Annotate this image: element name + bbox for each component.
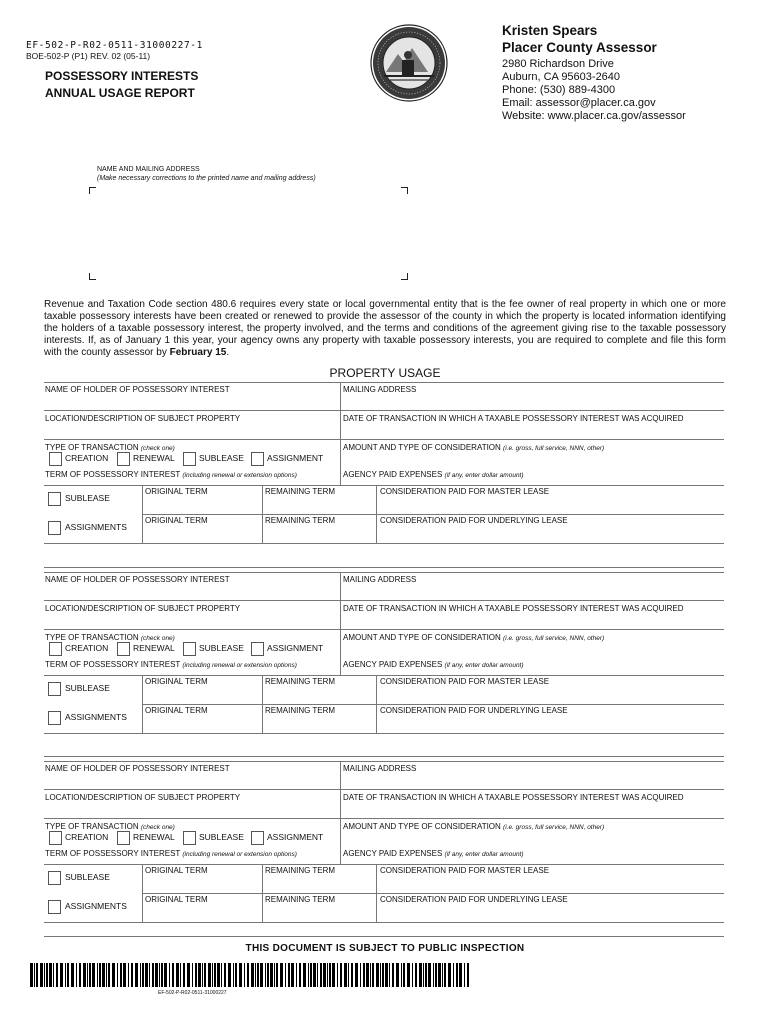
mailing-caption <box>97 165 316 183</box>
barcode-icon <box>30 963 470 987</box>
sublease-checkbox[interactable] <box>183 642 196 656</box>
consideration-underlying-field[interactable]: CONSIDERATION PAID FOR UNDERLYING LEASE <box>380 516 568 525</box>
public-inspection-notice: THIS DOCUMENT IS SUBJECT TO PUBLIC INSPECTION <box>245 943 525 954</box>
sublease-checkbox[interactable] <box>183 831 196 845</box>
sublease-row-checkbox[interactable] <box>48 492 61 506</box>
location-field[interactable]: LOCATION/DESCRIPTION OF SUBJECT PROPERTY <box>45 793 241 802</box>
assessor-name: Kristen Spears <box>502 23 598 38</box>
original-term-field[interactable]: ORIGINAL TERM <box>145 706 208 715</box>
remaining-term-field[interactable]: REMAINING TERM <box>265 895 336 904</box>
sublease-label: SUBLEASE <box>199 643 244 653</box>
type-transaction-label: TYPE OF TRANSACTION (check one) <box>45 822 175 831</box>
renewal-label: RENEWAL <box>133 832 175 842</box>
creation-checkbox[interactable] <box>49 452 62 466</box>
term-field[interactable]: TERM OF POSSESSORY INTEREST (including renewal or extension options) <box>45 849 297 858</box>
creation-checkbox[interactable] <box>49 831 62 845</box>
term-field[interactable]: TERM OF POSSESSORY INTEREST (including renewal or extension options) <box>45 470 297 479</box>
assignment-checkbox[interactable] <box>251 642 264 656</box>
assignments-row-checkbox[interactable] <box>48 900 61 914</box>
renewal-label: RENEWAL <box>133 643 175 653</box>
section-title: PROPERTY USAGE <box>329 366 441 380</box>
creation-label: CREATION <box>65 643 109 653</box>
sublease-row-checkbox[interactable] <box>48 682 61 696</box>
mailing-caption-title: NAME AND MAILING ADDRESS <box>97 166 200 173</box>
holder-name-field[interactable]: NAME OF HOLDER OF POSSESSORY INTEREST <box>45 385 230 394</box>
consideration-master-field[interactable]: CONSIDERATION PAID FOR MASTER LEASE <box>380 487 550 496</box>
consideration-master-field[interactable]: CONSIDERATION PAID FOR MASTER LEASE <box>380 866 550 875</box>
assignment-checkbox[interactable] <box>251 831 264 845</box>
assessor-website[interactable]: Website: www.placer.ca.gov/assessor <box>502 110 686 122</box>
remaining-term-field[interactable]: REMAINING TERM <box>265 516 336 525</box>
sublease-checkbox[interactable] <box>183 452 196 466</box>
form-title-line2: ANNUAL USAGE REPORT <box>45 86 195 100</box>
consideration-underlying-field[interactable]: CONSIDERATION PAID FOR UNDERLYING LEASE <box>380 706 568 715</box>
amount-consideration-field[interactable]: AMOUNT AND TYPE OF CONSIDERATION (i.e. gross, full service, NNN, other) <box>343 822 605 831</box>
consideration-master-field[interactable]: CONSIDERATION PAID FOR MASTER LEASE <box>380 677 550 686</box>
renewal-checkbox[interactable] <box>117 831 130 845</box>
assessor-phone: Phone: (530) 889-4300 <box>502 84 616 96</box>
renewal-checkbox[interactable] <box>117 642 130 656</box>
assignments-row-label: ASSIGNMENTS <box>65 712 127 722</box>
remaining-term-field[interactable]: REMAINING TERM <box>265 866 336 875</box>
date-transaction-field[interactable]: DATE OF TRANSACTION IN WHICH A TAXABLE POSSESSORY INTEREST WAS ACQUIRED <box>343 604 684 613</box>
remaining-term-field[interactable]: REMAINING TERM <box>265 677 336 686</box>
location-field[interactable]: LOCATION/DESCRIPTION OF SUBJECT PROPERTY <box>45 414 241 423</box>
mailing-caption-note: (Make necessary corrections to the printed name and mailing address) <box>97 175 316 182</box>
section-divider <box>44 567 724 568</box>
date-transaction-field[interactable]: DATE OF TRANSACTION IN WHICH A TAXABLE POSSESSORY INTEREST WAS ACQUIRED <box>343 793 684 802</box>
original-term-field[interactable]: ORIGINAL TERM <box>145 516 208 525</box>
creation-label: CREATION <box>65 453 109 463</box>
address-corner-bl <box>89 273 96 280</box>
sublease-row-label: SUBLEASE <box>65 683 110 693</box>
address-corner-tl <box>89 187 96 194</box>
sublease-label: SUBLEASE <box>199 453 244 463</box>
original-term-field[interactable]: ORIGINAL TERM <box>145 487 208 496</box>
amount-consideration-field[interactable]: AMOUNT AND TYPE OF CONSIDERATION (i.e. gross, full service, NNN, other) <box>343 443 605 452</box>
creation-checkbox[interactable] <box>49 642 62 656</box>
assignment-label: ASSIGNMENT <box>267 832 324 842</box>
assessor-city: Auburn, CA 95603-2640 <box>502 71 621 83</box>
agency-paid-field[interactable]: AGENCY PAID EXPENSES (if any, enter dollar amount) <box>343 470 524 479</box>
renewal-label: RENEWAL <box>133 453 175 463</box>
holder-name-field[interactable]: NAME OF HOLDER OF POSSESSORY INTEREST <box>45 575 230 584</box>
assignment-label: ASSIGNMENT <box>267 643 324 653</box>
assignment-checkbox[interactable] <box>251 452 264 466</box>
sublease-row-label: SUBLEASE <box>65 872 110 882</box>
type-transaction-label: TYPE OF TRANSACTION (check one) <box>45 443 175 452</box>
remaining-term-field[interactable]: REMAINING TERM <box>265 487 336 496</box>
mailing-address-field[interactable]: MAILING ADDRESS <box>343 385 417 394</box>
holder-name-field[interactable]: NAME OF HOLDER OF POSSESSORY INTEREST <box>45 764 230 773</box>
address-corner-br <box>401 273 408 280</box>
agency-paid-field[interactable]: AGENCY PAID EXPENSES (if any, enter dollar amount) <box>343 849 524 858</box>
sublease-row-label: SUBLEASE <box>65 493 110 503</box>
form-title-line1: POSSESSORY INTERESTS <box>45 69 199 83</box>
barcode-text: EF-502-P-R02-0511-31000227 <box>158 990 227 996</box>
original-term-field[interactable]: ORIGINAL TERM <box>145 677 208 686</box>
form-code-line: EF-502-P-R02-0511-31000227-1 <box>26 40 203 51</box>
assignments-row-checkbox[interactable] <box>48 521 61 535</box>
deadline: February 15 <box>169 347 227 358</box>
agency-paid-field[interactable]: AGENCY PAID EXPENSES (if any, enter dollar amount) <box>343 660 524 669</box>
assignments-row-label: ASSIGNMENTS <box>65 522 127 532</box>
assessor-street: 2980 Richardson Drive <box>502 58 614 70</box>
county-seal-icon <box>370 24 448 102</box>
section-divider <box>44 756 724 757</box>
assignments-row-label: ASSIGNMENTS <box>65 901 127 911</box>
mailing-address-field[interactable]: MAILING ADDRESS <box>343 575 417 584</box>
location-field[interactable]: LOCATION/DESCRIPTION OF SUBJECT PROPERTY <box>45 604 241 613</box>
assessor-block <box>502 22 686 123</box>
type-transaction-label: TYPE OF TRANSACTION (check one) <box>45 633 175 642</box>
assessor-email[interactable]: Email: assessor@placer.ca.gov <box>502 97 656 109</box>
remaining-term-field[interactable]: REMAINING TERM <box>265 706 336 715</box>
assessor-title: Placer County Assessor <box>502 40 657 55</box>
mailing-address-field[interactable]: MAILING ADDRESS <box>343 764 417 773</box>
section-divider <box>44 936 724 937</box>
assignment-label: ASSIGNMENT <box>267 453 324 463</box>
original-term-field[interactable]: ORIGINAL TERM <box>145 895 208 904</box>
date-transaction-field[interactable]: DATE OF TRANSACTION IN WHICH A TAXABLE POSSESSORY INTEREST WAS ACQUIRED <box>343 414 684 423</box>
renewal-checkbox[interactable] <box>117 452 130 466</box>
sublease-label: SUBLEASE <box>199 832 244 842</box>
form-id: BOE-502-P (P1) REV. 02 (05-11) <box>26 51 151 61</box>
original-term-field[interactable]: ORIGINAL TERM <box>145 866 208 875</box>
address-corner-tr <box>401 187 408 194</box>
term-field[interactable]: TERM OF POSSESSORY INTEREST (including renewal or extension options) <box>45 660 297 669</box>
assignments-row-checkbox[interactable] <box>48 711 61 725</box>
sublease-row-checkbox[interactable] <box>48 871 61 885</box>
intro-paragraph: Revenue and Taxation Code section 480.6 requires every state or local governmental entity that is the fee owner of real property in which one or more taxable possessory interests have been created or renewed to provide the assessor of the county in which the property is located information identifying the holders of a taxable possessory interest, the property involved, and the terms and conditions of the agreement giving rise to the taxable possessory interests. If, as of January 1 this year, your agency owns any property with taxable possessory interests, you are required to complete and file this form with the county assessor by February 15. <box>44 299 726 358</box>
amount-consideration-field[interactable]: AMOUNT AND TYPE OF CONSIDERATION (i.e. gross, full service, NNN, other) <box>343 633 605 642</box>
creation-label: CREATION <box>65 832 109 842</box>
consideration-underlying-field[interactable]: CONSIDERATION PAID FOR UNDERLYING LEASE <box>380 895 568 904</box>
